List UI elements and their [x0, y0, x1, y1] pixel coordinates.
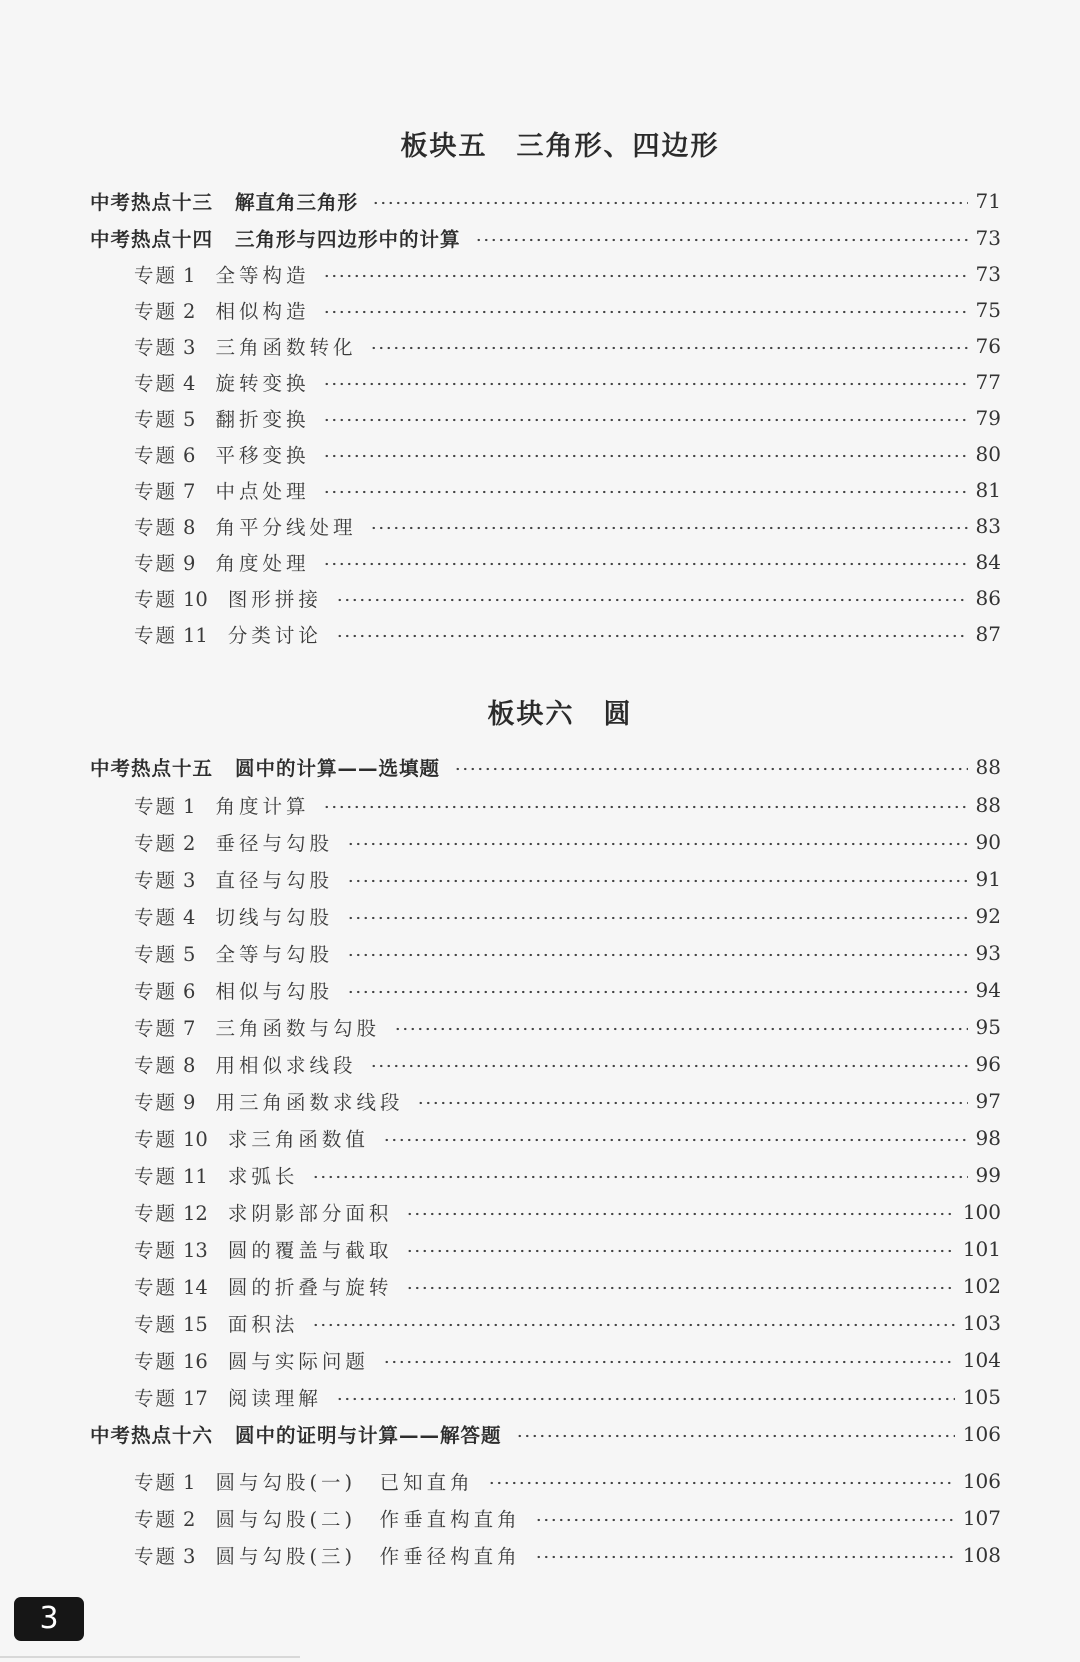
toc-hotspot-entry[interactable]: [90, 185, 1001, 217]
dot-leader: [370, 346, 967, 350]
toc-topic-entry[interactable]: [134, 1465, 1001, 1497]
dot-leader: [370, 1064, 967, 1068]
topic-number: 9: [183, 1091, 196, 1114]
toc-topic-entry[interactable]: [134, 1381, 1001, 1413]
dot-leader: [406, 1212, 954, 1216]
topic-title: 图形拼接: [227, 588, 322, 611]
topic-title: 求弧长: [227, 1165, 299, 1188]
toc-topic-entry[interactable]: [134, 1233, 1001, 1265]
dot-leader: [347, 916, 968, 920]
page-number: 86: [975, 586, 1001, 610]
topic-number: 16: [183, 1350, 208, 1373]
dot-leader: [454, 767, 968, 771]
toc-topic-entry[interactable]: [134, 789, 1001, 821]
dot-leader: [347, 953, 968, 957]
page-number: 108: [962, 1543, 1001, 1567]
dot-leader: [475, 238, 968, 242]
dot-leader: [370, 526, 967, 530]
toc-topic-entry[interactable]: [134, 937, 1001, 969]
section-title: 板块六 圆: [487, 699, 633, 730]
topic-number: 7: [183, 480, 196, 503]
page-number: 92: [975, 904, 1001, 928]
page-number: 75: [975, 298, 1001, 322]
page-number: 79: [975, 406, 1001, 430]
page-number: 81: [975, 478, 1001, 502]
topic-title: 圆与勾股(二) 作垂直构直角: [215, 1508, 521, 1531]
topic-number: 12: [183, 1202, 208, 1225]
topic-tag: 专题: [134, 1276, 178, 1299]
bottom-divider: [0, 1656, 300, 1658]
topic-number: 8: [183, 1054, 196, 1077]
topic-title: 面积法: [227, 1313, 299, 1336]
toc-topic-entry[interactable]: [134, 330, 1001, 362]
page-number: 98: [975, 1126, 1001, 1150]
dot-leader: [323, 418, 967, 422]
page-number: 102: [962, 1274, 1001, 1298]
dot-leader: [336, 1397, 955, 1401]
toc-topic-entry[interactable]: [134, 1539, 1001, 1571]
topic-title: 圆的覆盖与截取: [227, 1239, 393, 1262]
topic-title: 相似构造: [215, 300, 310, 323]
dot-leader: [347, 879, 968, 883]
topic-tag: 专题: [134, 1313, 178, 1336]
topic-title: 圆与勾股(一) 已知直角: [215, 1471, 474, 1494]
topic-tag: 专题: [134, 624, 178, 647]
topic-tag: 专题: [134, 1202, 178, 1225]
toc-topic-entry[interactable]: [134, 1011, 1001, 1043]
topic-tag: 专题: [134, 300, 178, 323]
topic-tag: 专题: [134, 552, 178, 575]
toc-topic-entry[interactable]: [134, 1502, 1001, 1534]
dot-leader: [323, 805, 967, 809]
topic-number: 1: [183, 264, 196, 287]
page-number: 95: [975, 1015, 1001, 1039]
topic-title: 圆与实际问题: [227, 1350, 369, 1373]
topic-title: 平移变换: [215, 444, 310, 467]
toc-hotspot-entry[interactable]: [90, 222, 1001, 254]
hotspot-tag: 中考热点十六: [90, 1424, 214, 1447]
topic-title: 全等与勾股: [215, 943, 333, 966]
topic-number: 11: [183, 1165, 208, 1188]
toc-topic-entry[interactable]: [134, 582, 1001, 614]
dot-leader: [312, 1323, 954, 1327]
topic-number: 5: [183, 943, 196, 966]
topic-tag: 专题: [134, 832, 178, 855]
page-number: 73: [975, 226, 1001, 250]
topic-tag: 专题: [134, 264, 178, 287]
topic-number: 3: [183, 1545, 196, 1568]
topic-number: 14: [183, 1276, 208, 1299]
topic-tag: 专题: [134, 1471, 178, 1494]
hotspot-title: 圆中的证明与计算——解答题: [235, 1424, 502, 1447]
dot-leader: [535, 1555, 955, 1559]
topic-title: 圆与勾股(三) 作垂径构直角: [215, 1545, 521, 1568]
topic-title: 角度处理: [215, 552, 310, 575]
topic-number: 17: [183, 1387, 208, 1410]
dot-leader: [323, 490, 967, 494]
dot-leader: [406, 1286, 954, 1290]
topic-number: 2: [183, 1508, 196, 1531]
topic-number: 4: [183, 906, 196, 929]
topic-tag: 专题: [134, 480, 178, 503]
topic-title: 翻折变换: [215, 408, 310, 431]
page-number: 106: [962, 1469, 1001, 1493]
topic-tag: 专题: [134, 1545, 178, 1568]
hotspot-tag: 中考热点十五: [90, 757, 214, 780]
dot-leader: [323, 310, 967, 314]
hotspot-tag: 中考热点十四: [90, 228, 214, 251]
dot-leader: [336, 634, 968, 638]
section-title: 板块五 三角形、四边形: [400, 131, 720, 162]
dot-leader: [347, 842, 968, 846]
toc-topic-entry[interactable]: [134, 1344, 1001, 1376]
topic-title: 阅读理解: [227, 1387, 322, 1410]
page-number: 91: [975, 867, 1001, 891]
topic-title: 求阴影部分面积: [227, 1202, 393, 1225]
page-number: 103: [962, 1311, 1001, 1335]
page-number: 94: [975, 978, 1001, 1002]
dot-leader: [323, 274, 967, 278]
topic-title: 分类讨论: [227, 624, 322, 647]
topic-tag: 专题: [134, 444, 178, 467]
topic-number: 4: [183, 372, 196, 395]
topic-title: 用三角函数求线段: [215, 1091, 404, 1114]
toc-topic-entry[interactable]: [134, 1085, 1001, 1117]
topic-number: 2: [183, 832, 196, 855]
topic-title: 全等构造: [215, 264, 310, 287]
topic-number: 3: [183, 869, 196, 892]
topic-tag: 专题: [134, 943, 178, 966]
toc-topic-entry[interactable]: [134, 1196, 1001, 1228]
dot-leader: [383, 1138, 968, 1142]
toc-topic-entry[interactable]: [134, 618, 1001, 650]
toc-hotspot-entry[interactable]: [90, 751, 1001, 783]
page-number: 93: [975, 941, 1001, 965]
page-badge: 3: [14, 1597, 84, 1641]
topic-title: 垂径与勾股: [215, 832, 333, 855]
topic-number: 6: [183, 980, 196, 1003]
toc-topic-entry[interactable]: [134, 826, 1001, 858]
topic-number: 1: [183, 795, 196, 818]
page-number: 101: [962, 1237, 1001, 1261]
hotspot-title: 三角形与四边形中的计算: [235, 228, 461, 251]
topic-title: 用相似求线段: [215, 1054, 357, 1077]
page-number: 90: [975, 830, 1001, 854]
dot-leader: [323, 562, 967, 566]
topic-tag: 专题: [134, 980, 178, 1003]
page-number: 84: [975, 550, 1001, 574]
topic-title: 切线与勾股: [215, 906, 333, 929]
page-number: 100: [962, 1200, 1001, 1224]
topic-tag: 专题: [134, 1350, 178, 1373]
page-number: 105: [962, 1385, 1001, 1409]
dot-leader: [535, 1518, 955, 1522]
toc-topic-entry[interactable]: [134, 474, 1001, 506]
topic-tag: 专题: [134, 1239, 178, 1262]
topic-title: 圆的折叠与旋转: [227, 1276, 393, 1299]
page-number: 99: [975, 1163, 1001, 1187]
page-number: 76: [975, 334, 1001, 358]
topic-number: 15: [183, 1313, 208, 1336]
topic-title: 求三角函数值: [227, 1128, 369, 1151]
page-number: 83: [975, 514, 1001, 538]
topic-tag: 专题: [134, 1017, 178, 1040]
dot-leader: [406, 1249, 954, 1253]
toc-topic-entry[interactable]: [134, 258, 1001, 290]
toc-topic-entry[interactable]: [134, 1048, 1001, 1080]
topic-number: 1: [183, 1471, 196, 1494]
topic-number: 3: [183, 336, 196, 359]
topic-tag: 专题: [134, 795, 178, 818]
topic-number: 10: [183, 588, 208, 611]
toc-topic-entry[interactable]: [134, 546, 1001, 578]
page-number: 88: [975, 755, 1001, 779]
toc-topic-entry[interactable]: [134, 1307, 1001, 1339]
topic-number: 9: [183, 552, 196, 575]
hotspot-title: 圆中的计算——选填题: [235, 757, 441, 780]
topic-number: 11: [183, 624, 208, 647]
toc-topic-entry[interactable]: [134, 294, 1001, 326]
toc-topic-entry[interactable]: [134, 510, 1001, 542]
dot-leader: [347, 990, 968, 994]
dot-leader: [394, 1027, 968, 1031]
dot-leader: [312, 1175, 967, 1179]
topic-tag: 专题: [134, 1054, 178, 1077]
topic-title: 三角函数转化: [215, 336, 357, 359]
page-number: 73: [975, 262, 1001, 286]
topic-title: 角度计算: [215, 795, 310, 818]
topic-number: 7: [183, 1017, 196, 1040]
page-number: 104: [962, 1348, 1001, 1372]
topic-number: 5: [183, 408, 196, 431]
topic-number: 6: [183, 444, 196, 467]
page-number: 106: [962, 1422, 1001, 1446]
topic-tag: 专题: [134, 1508, 178, 1531]
topic-number: 8: [183, 516, 196, 539]
topic-title: 旋转变换: [215, 372, 310, 395]
dot-leader: [516, 1434, 955, 1438]
topic-tag: 专题: [134, 869, 178, 892]
topic-title: 中点处理: [215, 480, 310, 503]
topic-tag: 专题: [134, 516, 178, 539]
topic-number: 10: [183, 1128, 208, 1151]
dot-leader: [372, 201, 968, 205]
topic-tag: 专题: [134, 1165, 178, 1188]
page-number: 77: [975, 370, 1001, 394]
topic-tag: 专题: [134, 336, 178, 359]
topic-title: 直径与勾股: [215, 869, 333, 892]
toc-topic-entry[interactable]: [134, 1122, 1001, 1154]
topic-tag: 专题: [134, 408, 178, 431]
topic-number: 13: [183, 1239, 208, 1262]
toc-topic-entry[interactable]: [134, 438, 1001, 470]
dot-leader: [488, 1481, 955, 1485]
topic-title: 相似与勾股: [215, 980, 333, 1003]
topic-tag: 专题: [134, 372, 178, 395]
toc-topic-entry[interactable]: [134, 1159, 1001, 1191]
toc-topic-entry[interactable]: [134, 863, 1001, 895]
dot-leader: [383, 1360, 955, 1364]
page-number: 107: [962, 1506, 1001, 1530]
page-number: 71: [975, 189, 1001, 213]
hotspot-title: 解直角三角形: [235, 191, 359, 214]
dot-leader: [323, 454, 967, 458]
topic-tag: 专题: [134, 1091, 178, 1114]
hotspot-tag: 中考热点十三: [90, 191, 214, 214]
dot-leader: [417, 1101, 967, 1105]
topic-tag: 专题: [134, 588, 178, 611]
toc-topic-entry[interactable]: [134, 402, 1001, 434]
topic-title: 三角函数与勾股: [215, 1017, 380, 1040]
topic-tag: 专题: [134, 906, 178, 929]
topic-tag: 专题: [134, 1387, 178, 1410]
topic-tag: 专题: [134, 1128, 178, 1151]
page-number: 87: [975, 622, 1001, 646]
toc-hotspot-entry[interactable]: [90, 1418, 1001, 1450]
topic-title: 角平分线处理: [215, 516, 357, 539]
toc-topic-entry[interactable]: [134, 974, 1001, 1006]
toc-topic-entry[interactable]: [134, 900, 1001, 932]
page-number: 88: [975, 793, 1001, 817]
page-number: 96: [975, 1052, 1001, 1076]
topic-number: 2: [183, 300, 196, 323]
toc-topic-entry[interactable]: [134, 366, 1001, 398]
toc-topic-entry[interactable]: [134, 1270, 1001, 1302]
dot-leader: [323, 382, 967, 386]
dot-leader: [336, 598, 968, 602]
page-number: 97: [975, 1089, 1001, 1113]
page-number: 80: [975, 442, 1001, 466]
